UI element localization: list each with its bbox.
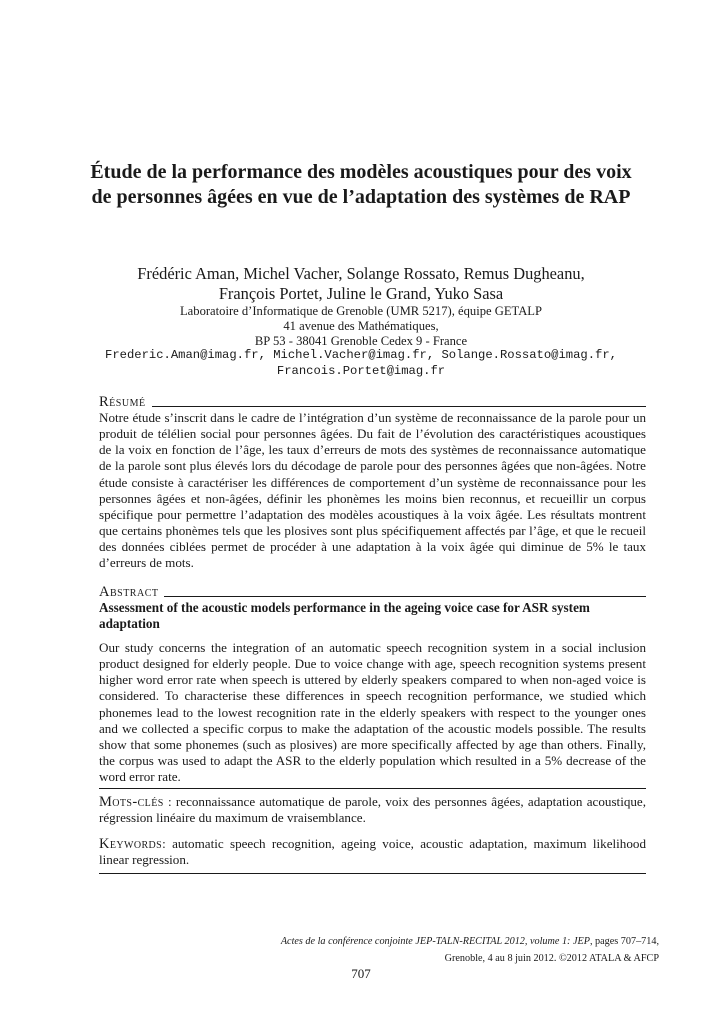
- resume-heading: [99, 392, 646, 410]
- proceedings-name: Actes de la conférence conjointe JEP-TALN-RECITAL 2012, volume 1: JEP: [280, 936, 590, 947]
- section-rule: [152, 406, 646, 407]
- affiliation-line: BP 53 - 38041 Grenoble Cedex 9 - France: [254, 334, 468, 348]
- keywords-rule-top: [99, 788, 646, 789]
- affiliation: [90, 304, 632, 349]
- keywords-fr-separator: :: [163, 794, 176, 809]
- keywords-fr: [99, 794, 646, 827]
- resume-text: Notre étude s’inscrit dans le cadre de l’intégration d’un système de reconnaissance de la parole pour un produit de télélien social pour personnes âgées. Du fait de l’évolution des caractéristiques acoustiques de la voix en fonction de l’âge, les taux d’erreurs de mots des systèmes de reconnaissance automatique de la parole sont plus élevés lors du décodage de parole pour des personnes âgées que non-âgées. Notre étude consiste à caractériser les différences de comportement d’un système de reconnaissance pour les personnes âgées et non-âgées, définir les phonèmes les moins bien reconnus, et recueillir un corpus spécifique pour permettre l’adaptation des modèles acoustiques à la voix âgée. Les résultats montrent que certains phonèmes tels que les plosives sont plus spécifiquement affectés par l’âge, et que le recueil des données ciblées permet de procéder à une adaptation à la voix âgée qui diminue de 5% le taux d’erreurs de mots.: [99, 410, 646, 571]
- keywords-fr-text: reconnaissance automatique de parole, voix des personnes âgées, adaptation acoustique, régression linéaire du maximum de vraisemblance.: [99, 794, 647, 826]
- section-rule: [164, 596, 646, 597]
- abstract-text: Our study concerns the integration of an automatic speech recognition system in a social inclusion product designed for elderly people. Due to voice change with age, speech recognition systems present higher word error rate when speech is uttered by elderly speakers compared to when non-aged voice is considered. To characterise these differences in speech recognition performance, we studied which phonemes lead to the lowest recognition rate in the elderly speakers with respect to the younger ones and we collected a specific corpus to make the adaptation of the acoustic models possible. The results show that some phonemes (such as plosives) are more specifically affected by age than others. Finally, the corpus was used to adapt the ASR to the elderly population which resulted in a 5% decrease of the word error rate.: [99, 640, 646, 785]
- abstract-heading: [99, 582, 646, 600]
- keywords-en-label: Keywords: [99, 836, 163, 852]
- proceedings-pages: , pages 707–714,: [589, 936, 659, 947]
- keywords-en: [99, 836, 646, 869]
- keywords-en-separator: :: [162, 836, 173, 851]
- keywords-rule-bottom: [99, 873, 646, 874]
- footer-line: [99, 933, 659, 950]
- authors-line: François Portet, Juline le Grand, Yuko Sasa: [218, 284, 504, 303]
- emails-line: Frederic.Aman@imag.fr, Michel.Vacher@imag.fr, Solange.Rossato@imag.fr,: [105, 348, 617, 362]
- keywords-fr-label: Mots-clés: [99, 794, 164, 810]
- resume-heading-label: Résumé: [99, 394, 146, 410]
- emails-line: Francois.Portet@imag.fr: [276, 364, 446, 378]
- author-emails: [90, 347, 632, 379]
- page-number: 707: [351, 966, 371, 981]
- paper-title: Étude de la performance des modèles acoustiques pour des voix de personnes âgées en vue de l’adaptation des systèmes de RAP: [90, 161, 632, 208]
- authors-line: Frédéric Aman, Michel Vacher, Solange Rossato, Remus Dugheanu,: [137, 264, 585, 283]
- conference-footer: [99, 933, 659, 967]
- footer-copyright: Grenoble, 4 au 8 juin 2012. ©2012 ATALA & AFCP: [444, 953, 659, 964]
- affiliation-line: 41 avenue des Mathématiques,: [283, 319, 439, 333]
- abstract-title: Assessment of the acoustic models performance in the ageing voice case for ASR system adaptation: [99, 600, 590, 631]
- keywords-en-text: automatic speech recognition, ageing voice, acoustic adaptation, maximum likelihood linear regression.: [99, 836, 646, 868]
- abstract-heading-label: Abstract: [99, 584, 159, 600]
- affiliation-line: Laboratoire d’Informatique de Grenoble (UMR 5217), équipe GETALP: [179, 304, 542, 318]
- author-list: [90, 264, 632, 304]
